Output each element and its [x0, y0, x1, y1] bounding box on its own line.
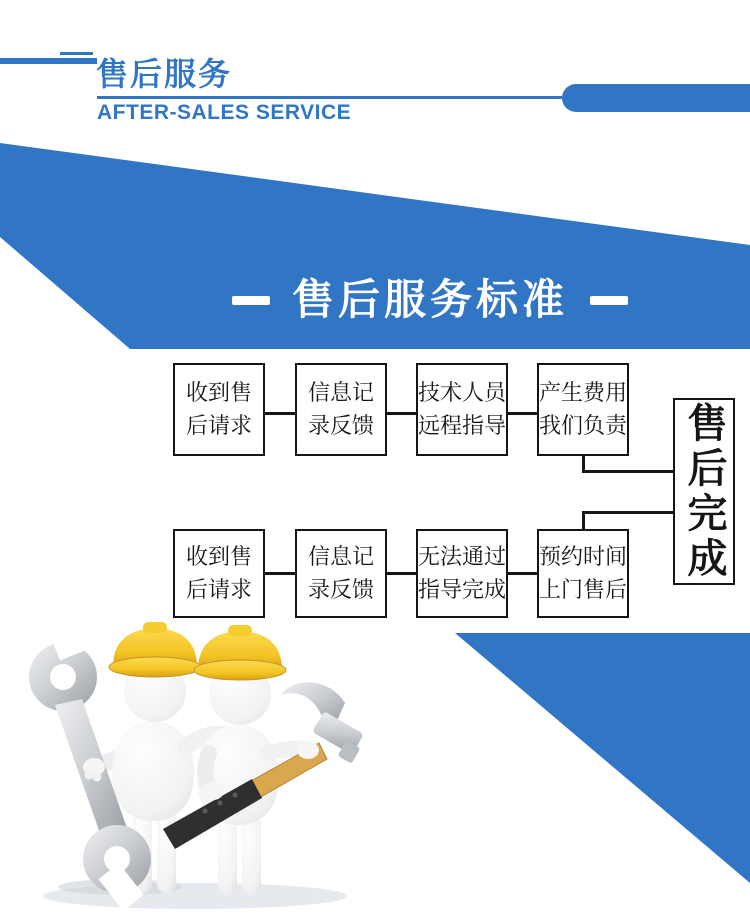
flow-box-line: 无法通过	[418, 544, 507, 569]
header-underline	[97, 96, 562, 99]
connector-r1-to-final	[582, 470, 673, 473]
flow-box-service-complete	[673, 398, 735, 585]
flow-box-line: 我们负责	[539, 413, 628, 438]
connector-r1-2	[387, 412, 416, 415]
flow-box-record-feedback-1	[295, 363, 387, 456]
flow-box-onsite-service	[537, 529, 629, 618]
final-box-label: 售后完成	[682, 401, 726, 582]
worker-right-helmet-ridge	[228, 625, 252, 636]
header-accent-line-short	[60, 52, 93, 55]
worker-left-helmet-ridge	[143, 622, 167, 633]
worker-right-hand-right	[297, 741, 319, 759]
flow-box-line: 录反馈	[307, 413, 374, 438]
worker-right-leg	[218, 815, 237, 895]
flow-box-receive-request-1	[173, 363, 265, 456]
banner-title-row	[110, 277, 750, 323]
connector-r2-to-final	[582, 511, 673, 514]
flow-box-line: 技术人员	[418, 380, 507, 405]
connector-r1-3	[508, 412, 537, 415]
worker-left-helmet-brim	[109, 657, 201, 677]
flow-box-cannot-complete	[416, 529, 508, 618]
connector-r2-3	[508, 572, 537, 575]
banner-title: 售后服务标准	[291, 276, 568, 323]
flow-box-line: 后请求	[185, 577, 252, 602]
flow-box-line: 录反馈	[307, 577, 374, 602]
flow-box-line: 后请求	[185, 413, 252, 438]
flow-box-remote-guidance	[416, 363, 508, 456]
flow-box-line: 信息记	[307, 544, 374, 569]
connector-r2-1	[265, 572, 295, 575]
title-dash-left	[232, 296, 270, 305]
header-accent-line-long	[0, 58, 97, 64]
flow-box-line: 预约时间	[539, 544, 628, 569]
worker-right-hand-left	[202, 782, 224, 800]
connector-r1-1	[265, 412, 295, 415]
worker-right-leg	[242, 815, 261, 895]
worker-right-helmet-brim	[194, 660, 286, 680]
flow-box-record-feedback-2	[295, 529, 387, 618]
flow-box-line: 远程指导	[418, 413, 507, 438]
flow-box-line: 收到售	[185, 380, 252, 405]
header-pill-bar	[562, 84, 750, 112]
flow-box-line: 收到售	[185, 544, 252, 569]
connector-r2-up	[582, 512, 585, 529]
flow-box-line: 产生费用	[539, 380, 628, 405]
flow-box-receive-request-2	[173, 529, 265, 618]
flow-box-line: 上门售后	[539, 577, 628, 602]
flow-box-we-pay-costs	[537, 363, 629, 456]
workers-illustration	[5, 615, 395, 915]
page-title: 售后服务	[96, 56, 233, 92]
title-dash-right	[590, 296, 628, 305]
flow-box-line: 信息记	[307, 380, 374, 405]
worker-left-torso	[112, 721, 194, 821]
flow-box-line: 指导完成	[418, 577, 507, 602]
page-subtitle: AFTER-SALES SERVICE	[97, 101, 352, 124]
connector-r2-2	[387, 572, 416, 575]
